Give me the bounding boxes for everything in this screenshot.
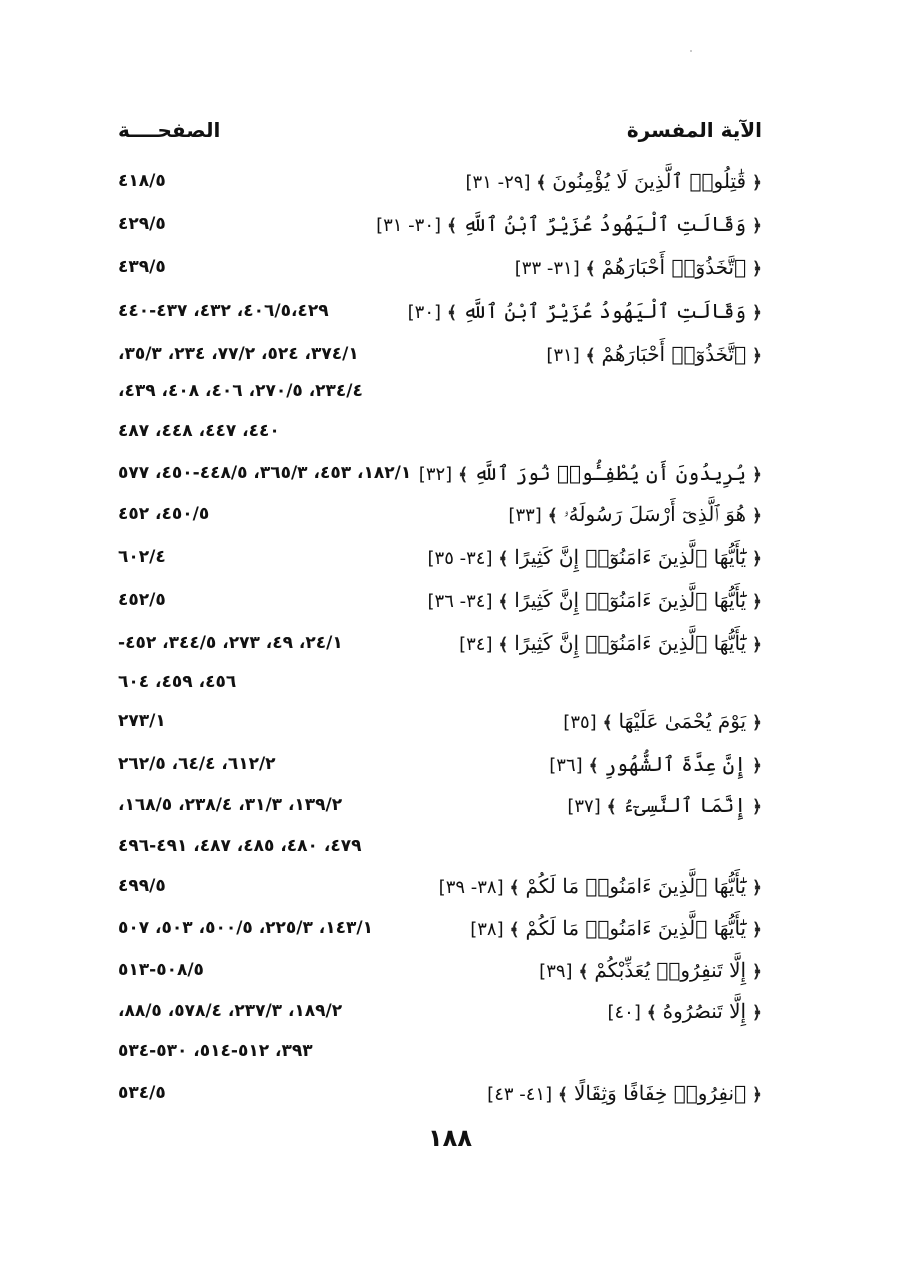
verse-cell (546, 337, 762, 373)
page-references: ٦٠٢/٤ (118, 547, 166, 567)
ornate-bracket-open-icon: ﴿ (746, 756, 762, 776)
table-row (118, 294, 762, 328)
ornate-bracket-open-icon: ﴿ (746, 346, 762, 366)
ornate-bracket-close-icon: ﴾ (492, 635, 515, 655)
ornate-bracket-close-icon: ﴾ (582, 756, 605, 776)
verse-range: [٤١- ٤٣] (487, 1084, 553, 1105)
ornate-bracket-close-icon: ﴾ (441, 303, 463, 323)
page-references: ١٤٣/١، ٢٢٥/٣، ٥٠٠/٥، ٥٠٣، ٥٠٧ (118, 918, 373, 938)
page-references: ٤٤٠، ٤٤٧، ٤٤٨، ٤٨٧ (118, 421, 280, 441)
ornate-bracket-open-icon: ﴿ (746, 713, 762, 733)
ornate-bracket-close-icon: ﴾ (579, 346, 602, 366)
speck (690, 50, 692, 52)
verse-text: إِلَّا تَنصُرُوهُ (662, 999, 747, 1023)
verse-text: قَٰتِلُوا۟ ٱلَّذِينَ لَا يُؤْمِنُونَ (552, 169, 747, 193)
verse-cell (439, 869, 762, 905)
ornate-bracket-open-icon: ﴿ (746, 797, 762, 817)
table-row (118, 747, 762, 781)
ornate-bracket-open-icon: ﴿ (746, 303, 762, 323)
ornate-bracket-open-icon: ﴿ (746, 635, 762, 655)
verse-range: [٣٤] (459, 634, 493, 655)
table-row (118, 911, 762, 945)
ornate-bracket-close-icon: ﴾ (541, 506, 564, 526)
verse-range: [٣٨] (470, 919, 504, 940)
table-row (118, 414, 762, 448)
page-references: ٤٥٢/٥ (118, 590, 166, 610)
ornate-bracket-open-icon: ﴿ (746, 506, 762, 526)
verse-text: وَقَالَتِ ٱلْيَهُودُ عُزَيْرٌ ٱبْنُ ٱللَّهِ (462, 212, 747, 236)
table-row (118, 374, 762, 408)
page-column-heading: الصفحــــة (118, 118, 221, 142)
page-number: ١٨٨ (428, 1124, 472, 1152)
verse-range: [٣٩] (539, 961, 573, 982)
ornate-bracket-open-icon: ﴿ (746, 173, 762, 193)
ornate-bracket-open-icon: ﴿ (746, 259, 762, 279)
verse-text: يَٰٓأَيُّهَا ٱلَّذِينَ ءَامَنُوا۟ مَا لَكُمْ (525, 874, 747, 898)
verse-cell (408, 294, 762, 330)
page-references: ٢٧٣/١ (118, 711, 166, 731)
ornate-bracket-open-icon: ﴿ (746, 465, 762, 485)
verse-text: ٱتَّخَذُوٓا۟ أَحْبَارَهُمْ (601, 342, 747, 366)
ornate-bracket-open-icon: ﴿ (746, 920, 762, 940)
table-row (118, 337, 762, 371)
verse-text: يَٰٓأَيُّهَا ٱلَّذِينَ ءَامَنُوٓا۟ إِنَّ كَثِيرًا (514, 588, 747, 612)
page-references: ٦١٢/٢، ٦٤/٤، ٢٦٢/٥ (118, 754, 276, 774)
verse-cell (563, 704, 762, 740)
page-references: ٤٧٩، ٤٨٠، ٤٨٥، ٤٨٧، ٤٩١-٤٩٦ (118, 836, 362, 856)
verse-range: [٣٤- ٣٥] (427, 548, 493, 569)
verse-cell (508, 497, 762, 533)
page-references: ٥٣٤/٥ (118, 1083, 166, 1103)
verse-cell (567, 788, 762, 824)
verse-cell (466, 164, 762, 200)
verse-range: [٣٤- ٣٦] (427, 591, 493, 612)
verse-range: [٣١] (546, 345, 580, 366)
verse-cell (428, 540, 763, 576)
page-references: ٤٠٦/٥،٤٢٩، ٤٣٢، ٤٣٧-٤٤٠ (118, 301, 329, 321)
table-row (118, 250, 762, 284)
ornate-bracket-close-icon: ﴾ (530, 173, 553, 193)
verse-cell (515, 250, 762, 286)
verse-range: [٣٧] (567, 796, 601, 817)
page-references: ٤٣٩/٥ (118, 257, 166, 277)
page-references: ١٨٩/٢، ٢٣٧/٣، ٥٧٨/٤، ٨٨/٥، (118, 1001, 343, 1021)
table-header (118, 118, 762, 152)
ornate-bracket-close-icon: ﴾ (596, 713, 619, 733)
verse-cell (549, 747, 762, 783)
ornate-bracket-close-icon: ﴾ (503, 878, 526, 898)
ornate-bracket-open-icon: ﴿ (746, 1003, 762, 1023)
ornate-bracket-close-icon: ﴾ (492, 592, 515, 612)
ornate-bracket-close-icon: ﴾ (552, 1085, 574, 1105)
ornate-bracket-close-icon: ﴾ (640, 1003, 663, 1023)
table-row (118, 207, 762, 241)
ornate-bracket-open-icon: ﴿ (746, 549, 762, 569)
page-references: ٣٩٣، ٥١٢-٥١٤، ٥٣٠-٥٣٤ (118, 1041, 313, 1061)
verse-cell (376, 207, 762, 243)
table-row (118, 829, 762, 863)
verse-cell (470, 911, 762, 947)
verse-text: يَوْمَ يُحْمَىٰ عَلَيْهَا (618, 709, 747, 733)
verse-range: [٣٣] (508, 505, 542, 526)
ornate-bracket-open-icon: ﴿ (746, 878, 762, 898)
ornate-bracket-close-icon: ﴾ (503, 920, 526, 940)
verse-column-heading: الآية المفسرة (626, 118, 762, 142)
table-row (118, 540, 762, 574)
verse-text: إِلَّا تَنفِرُوا۟ يُعَذِّبْكُمْ (594, 958, 747, 982)
page-references: ٣٧٤/١، ٥٢٤، ٧٧/٢، ٢٣٤، ٣٥/٣، (118, 344, 359, 364)
verse-cell (607, 994, 762, 1030)
verse-text: ٱنفِرُوا۟ خِفَافًا وَثِقَالًا (573, 1081, 747, 1105)
verse-range: [٢٩- ٣١] (465, 172, 531, 193)
verse-cell (539, 953, 762, 989)
verse-text: يَٰٓأَيُّهَا ٱلَّذِينَ ءَامَنُوٓا۟ إِنَّ كَثِيرًا (514, 631, 747, 655)
verse-range: [٣١- ٣٣] (514, 258, 580, 279)
verse-text: يَٰٓأَيُّهَا ٱلَّذِينَ ءَامَنُوا۟ مَا لَكُمْ (525, 916, 747, 940)
verse-text: إِنَّمَا ٱلنَّسِىٓءُ (622, 793, 747, 817)
table-row (118, 953, 762, 987)
verse-range: [٣٠- ٣١] (376, 215, 442, 236)
verse-range: [٤٠] (607, 1002, 641, 1023)
page-references: ٢٤/١، ٤٩، ٢٧٣، ٣٤٤/٥، ٤٥٢- (118, 633, 343, 653)
ornate-bracket-close-icon: ﴾ (492, 549, 515, 569)
verse-text: يُرِيدُونَ أَن يُطْفِـُٔوا۟ نُورَ ٱللَّهِ (474, 461, 747, 485)
page-references: ٤٩٩/٥ (118, 876, 166, 896)
page-references: ٤٥٦، ٤٥٩، ٦٠٤ (118, 672, 237, 692)
table-row (118, 1034, 762, 1068)
table-row (118, 164, 762, 198)
verse-cell (487, 1076, 762, 1112)
verse-text: وَقَالَتِ ٱلْيَهُودُ عُزَيْرٌ ٱبْنُ ٱللَّهِ (462, 299, 747, 323)
table-row (118, 456, 762, 490)
verse-cell (459, 626, 762, 662)
page-references: ١٣٩/٢، ٣١/٣، ٢٣٨/٤، ١٦٨/٥، (118, 795, 343, 815)
verse-range: [٣٨- ٣٩] (438, 877, 504, 898)
table-row (118, 788, 762, 822)
ornate-bracket-open-icon: ﴿ (746, 1085, 762, 1105)
ornate-bracket-close-icon: ﴾ (452, 465, 475, 485)
verse-text: إِنَّ عِدَّةَ ٱلشُّهُورِ (604, 752, 747, 776)
ornate-bracket-open-icon: ﴿ (746, 962, 762, 982)
verse-text: يَٰٓأَيُّهَا ٱلَّذِينَ ءَامَنُوٓا۟ إِنَّ كَثِيرًا (514, 545, 747, 569)
ornate-bracket-close-icon: ﴾ (441, 216, 463, 236)
table-row (118, 704, 762, 738)
ornate-bracket-open-icon: ﴿ (746, 216, 762, 236)
table-row (118, 583, 762, 617)
page-references: ١٨٢/١، ٤٥٣، ٣٦٥/٣، ٤٤٨/٥-٤٥٠، ٥٧٧ (118, 463, 412, 483)
page-references: ٥٠٨/٥-٥١٣ (118, 960, 204, 980)
verse-range: [٣٢] (418, 464, 453, 485)
table-row (118, 626, 762, 660)
page-references: ٤٢٩/٥ (118, 214, 166, 234)
verse-text: هُوَ ٱلَّذِىٓ أَرْسَلَ رَسُولَهُۥ (563, 502, 747, 526)
page-references: ٢٣٤/٤، ٢٧٠/٥، ٤٠٦، ٤٠٨، ٤٣٩، (118, 381, 363, 401)
verse-range: [٣٦] (549, 755, 583, 776)
verse-cell (419, 456, 762, 492)
page-references: ٤١٨/٥ (118, 171, 166, 191)
verse-range: [٣٠] (407, 302, 442, 323)
ornate-bracket-close-icon: ﴾ (572, 962, 595, 982)
ornate-bracket-close-icon: ﴾ (600, 797, 623, 817)
table-row (118, 1076, 762, 1110)
verse-cell (428, 583, 763, 619)
table-row (118, 665, 762, 699)
table-row (118, 497, 762, 531)
page-references: ٤٥٠/٥، ٤٥٢ (118, 504, 210, 524)
verse-range: [٣٥] (563, 712, 597, 733)
table-row (118, 994, 762, 1028)
table-row (118, 869, 762, 903)
ornate-bracket-close-icon: ﴾ (579, 259, 602, 279)
verse-text: ٱتَّخَذُوٓا۟ أَحْبَارَهُمْ (601, 255, 747, 279)
ornate-bracket-open-icon: ﴿ (746, 592, 762, 612)
